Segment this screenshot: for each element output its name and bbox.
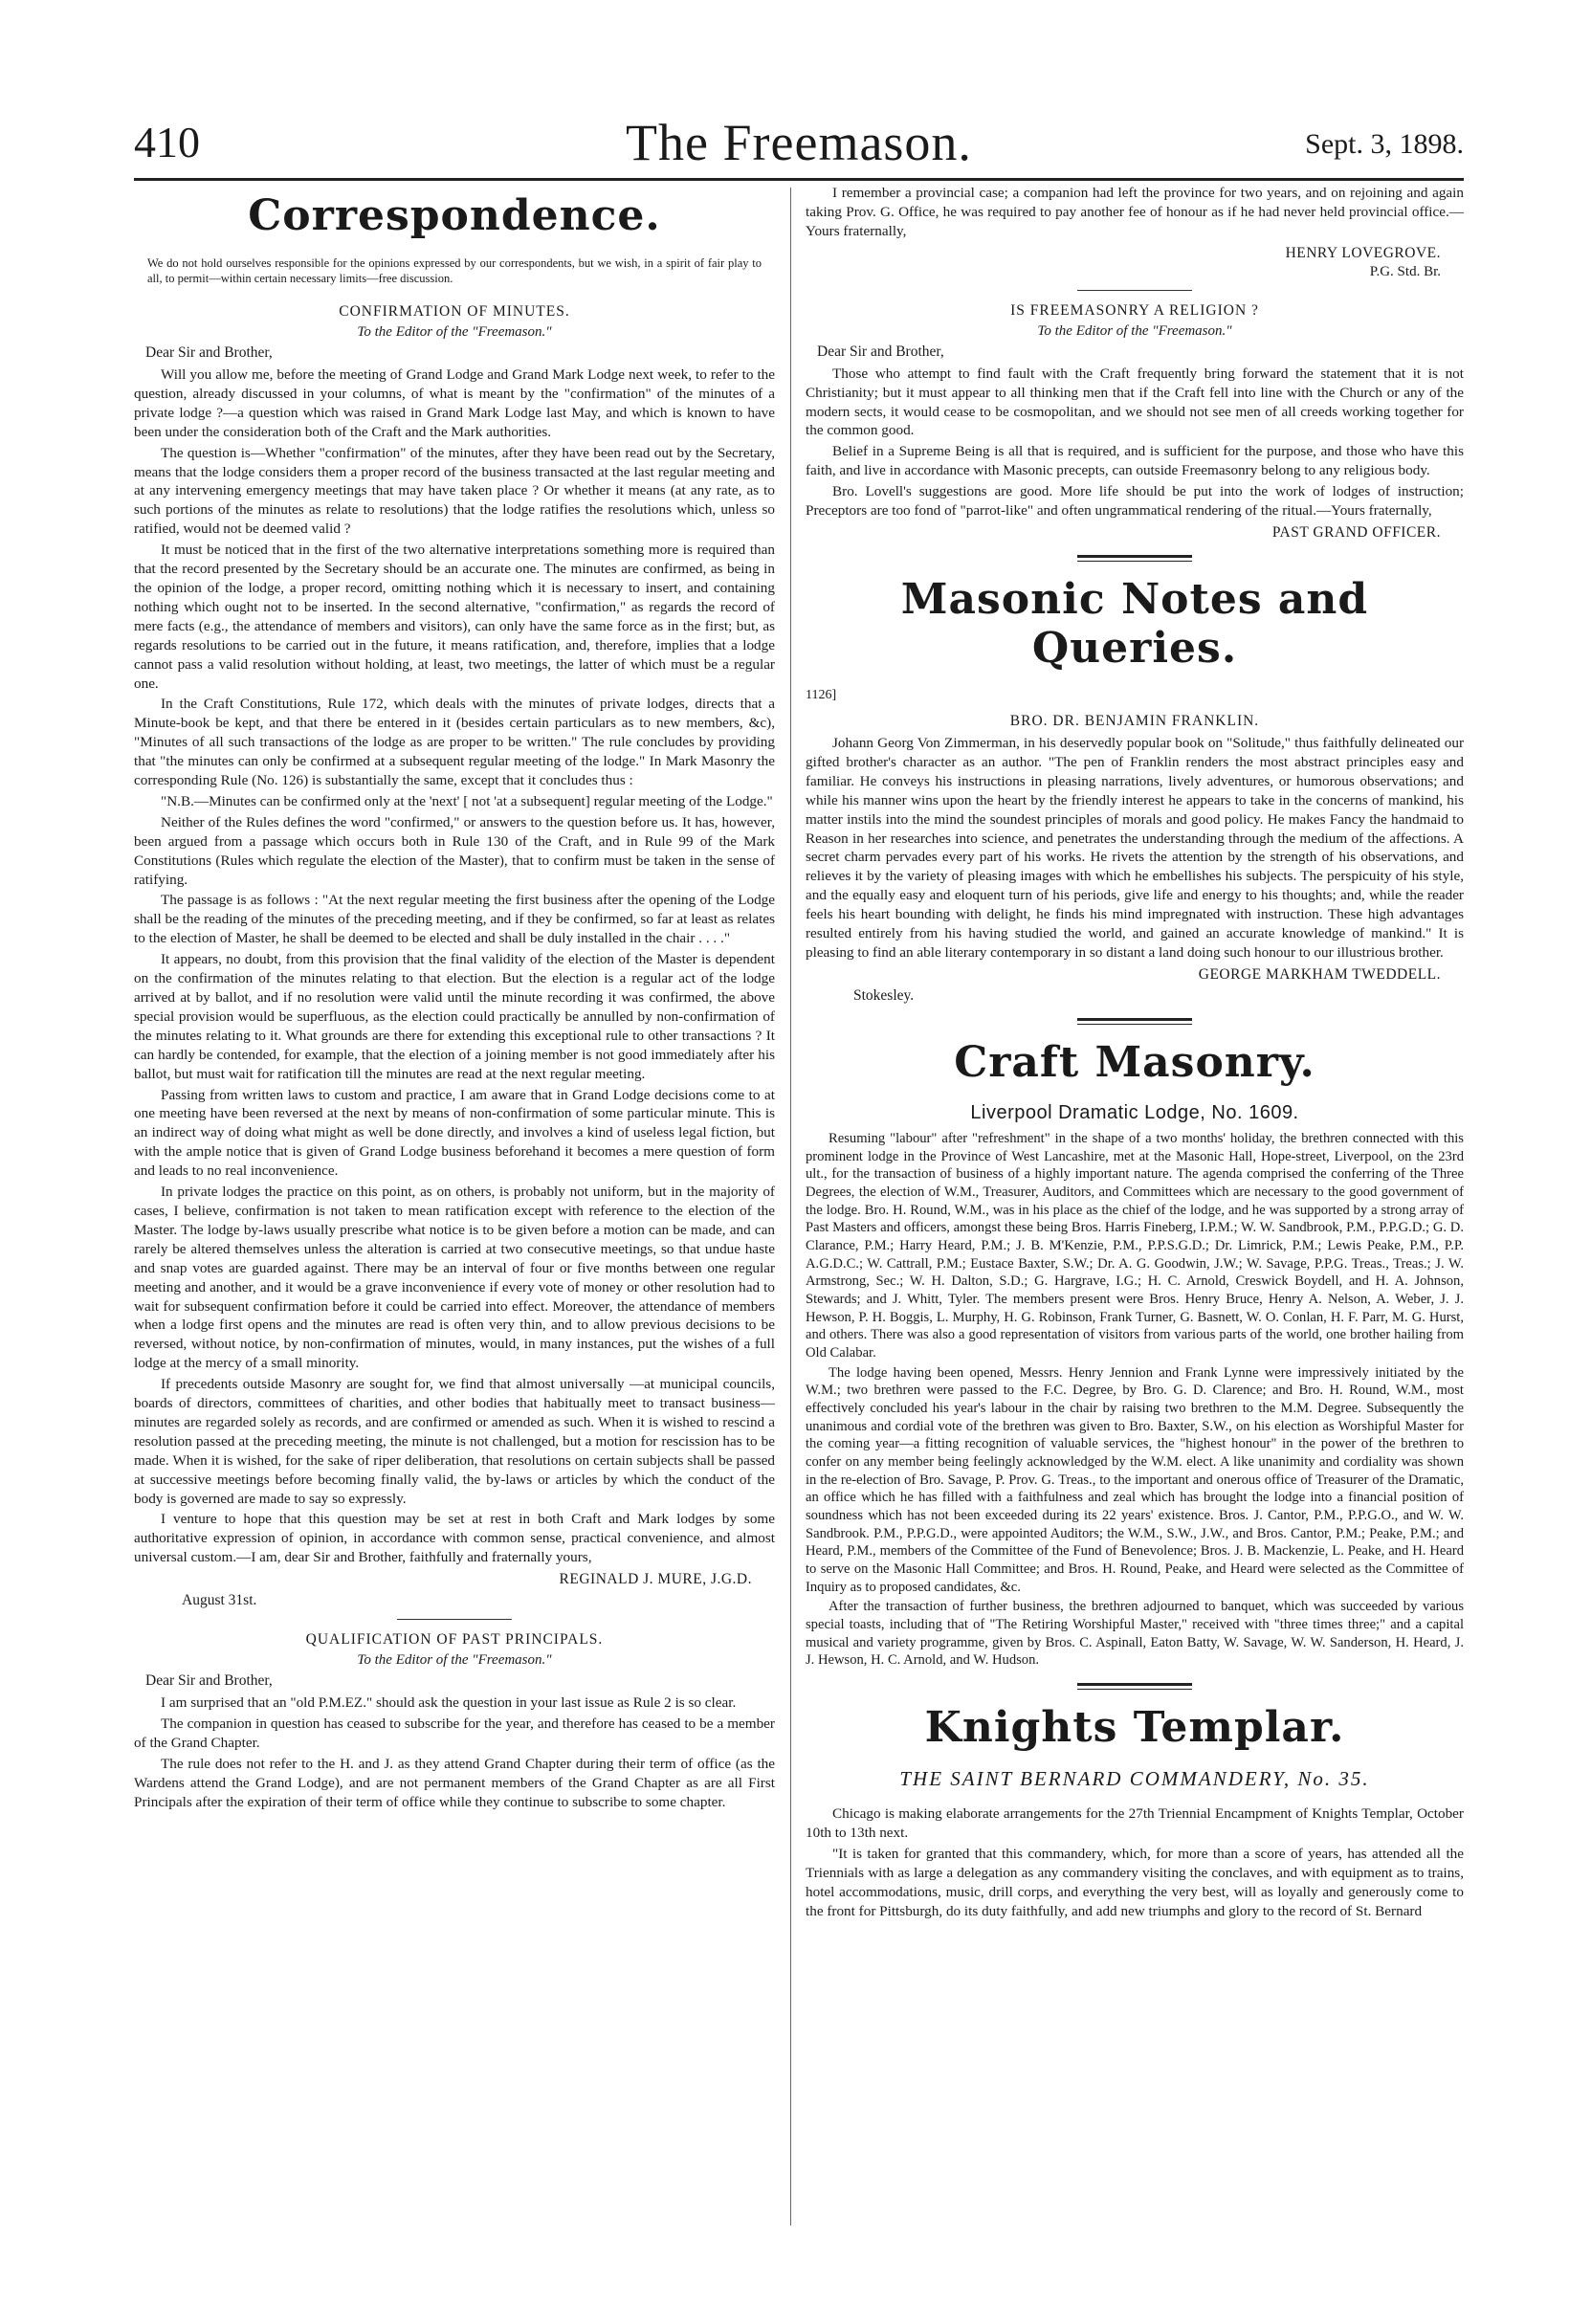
- publication-title: The Freemason.: [626, 114, 972, 171]
- query-number: 1126]: [806, 687, 837, 702]
- lodge-title: Liverpool Dramatic Lodge, No. 1609.: [970, 1101, 1299, 1123]
- paragraph: I venture to hope that this question may be set at rest in both Craft and Mark lodges by some authoritative expression of opinion, in accordance with common sense, practical convenience, and almost universal custom.—I am, dear Sir and Brother, faithfully and fraternally yours,: [134, 1511, 775, 1566]
- paragraph: I am surprised that an "old P.M.EZ." should ask the question in your last issue as Rule 2 is so clear.: [161, 1694, 737, 1712]
- paragraph: Neither of the Rules defines the word "confirmed," or answers to the question before us. It has, however, been argued from a passage which occurs both in Rule 130 of the Craft, and in Rule 99 of the Mark Constitutions (Rules which regulate the election of the Master), that to confirm must be taken in the sense of ratifying.: [134, 813, 775, 888]
- signature: REGINALD J. MURE, J.G.D.: [559, 1571, 752, 1588]
- paragraph: The rule does not refer to the H. and J. as they attend Grand Chapter during their term of office (as the Wardens attend the Grand Lodge), and are not permanent members of the Grand Chapter as are all First Principals after the expiration of their term of office while they continue to subscribe to some chapter.: [134, 1755, 775, 1810]
- signature-title: P.G. Std. Br.: [1369, 263, 1441, 279]
- commandery-title: THE SAINT BERNARD COMMANDERY, No. 35.: [899, 1767, 1370, 1790]
- letter-continuation: [806, 184, 1464, 280]
- paragraph: "It is taken for granted that this commandery, which, for more than a score of years, has attended all the Triennials with as large a delegation as any commandery visiting the conclaves, and with equipment as to trains, hotel accommodations, music, drill corps, and everything the very best, will as loyally and generously come to the front for Pittsburgh, do its duty faithfully, and add new triumphs and glory to the record of St. Bernard: [806, 1845, 1464, 1919]
- signature: GEORGE MARKHAM TWEDDELL.: [1198, 965, 1441, 983]
- masthead-rule: [134, 178, 1464, 181]
- paragraph: Will you allow me, before the meeting of Grand Lodge and Grand Mark Lodge next week, to refer to the question, already discussed in your columns, of what is meant by the "confirmation" of the minutes of a private lodge ?—a question which was raised in Grand Mark Lodge last May, and which is known to have been under the consideration both of the Craft and the Mark authorities.: [134, 366, 775, 440]
- salutation: Dear Sir and Brother,: [145, 1672, 273, 1690]
- article-title: QUALIFICATION OF PAST PRINCIPALS.: [305, 1631, 604, 1649]
- article-title: CONFIRMATION OF MINUTES.: [339, 303, 570, 320]
- paragraph: Bro. Lovell's suggestions are good. More life should be put into the work of lodges of instruction; Preceptors are too fond of "parrot-like" and often ungrammatical rendering of the ritual.—Yours fraternally,: [806, 483, 1464, 520]
- paragraph: Johann Georg Von Zimmerman, in his deservedly popular book on "Solitude," thus faithfully delineated our gifted brother's character as an author. "The pen of Franklin renders the most abstract principles easy and familiar. He conveys his instructions in pleasing narrations, lively adventures, or humorous observations; and while his manner wins upon the heart by the friendly interest he appears to take in the concerns of mankind, his matter instils into the mind the soundest principles of morals and good policy. He makes Fancy the handmaid to Reason in her researches into science, and penetrates the understanding through the medium of the affections. A secret charm pervades every part of his works. He rivets the attention by the strength of his observations, and relieves it by the variety of pleasing images with which he embellishes his subjects. The perspicuity of his style, and the equally easy and eloquent turn of his periods, give life and energy to his thoughts; and, while the reader feels his heart bounding with delight, he finds his mind impregnated with instruction. These high advantages resulted entirely from his having studied the world, and gained an accurate knowledge of mankind." It is pleasing to find an able literary contemporary in so distant a land doing such honour to our illustrious brother.: [806, 734, 1464, 961]
- article-qualification-of-past-principals: [134, 1631, 775, 1811]
- masonic-notes-section: [806, 575, 1464, 1005]
- correspondence-heading: Correspondence.: [248, 191, 661, 240]
- paragraph: In the Craft Constitutions, Rule 172, which deals with the minutes of private lodges, directs that a Minute-book be kept, and that there be entered in it (besides certain particulars as to new members, &c), "Minutes of all such transactions of the lodge as are proper to be written." The rule concludes by providing that "the minutes can only be confirmed at a subsequent regular meeting of the lodge." In Mark Masonry the corresponding Rule (No. 126) is substantially the same, except that it concludes thus :: [134, 696, 775, 789]
- paragraph: The passage is as follows : "At the next regular meeting the first business after the opening of the Lodge shall be the reading of the minutes of the preceding meeting, and if they be confirmed, so far at least as relates to the election of Master, he shall be deemed to be elected and shall be duly installed in the chair . . . .": [134, 892, 775, 947]
- paragraph: If precedents outside Masonry are sought for, we find that almost universally —at municipal councils, boards of directors, committees of charities, and other bodies that habitually meet to transact business—minutes are regarded solely as records, and are confirmed or amended as such. When it is wished to rescind a resolution passed at the preceding meeting, the minute is not challenged, but a motion for rescission has to be made. When it is wished, for the sake of riper deliberation, that resolutions on certain subjects shall be passed at successive meetings before becoming finally valid, the by-laws or articles by which the conduct of the body is governed are made to say so expressly.: [134, 1376, 775, 1507]
- paragraph: I remember a provincial case; a companion had left the province for two years, and on rejoining and again taking Prov. G. Office, he was required to pay another fee of honour as if he had never held provincial office.—Yours fraternally,: [806, 185, 1464, 239]
- paragraph: Resuming "labour" after "refreshment" in the shape of a two months' holiday, the brethren connected with this prominent lodge in the Province of West Lancashire, met at the Masonic Hall, Hope-street, Liverpool, on the 23rd ult., for the transaction of business of a highly important nature. The agenda comprised the conferring of the Three Degrees, the election of W.M., Treasurer, Auditors, and Committees which are necessary to the good government of the lodge. Bro. H. Round, W.M., was in his place as the chief of the lodge, and he was supported by a strong array of Past Masters and officers, amongst these being Bros. Harris Fineberg, I.P.M.; W. W. Sandbrook, P.M., P.P.G.D.; G. D. Clarance, P.M.; Harry Heard, P.M.; J. B. M'Kenzie, P.M., P.P.S.G.D.; Dr. Limrick, P.M.; Lewis Peake, P.M., P.P. A.G.D.C.; W. Cattrall, P.M.; Eustace Baxter, S.W.; Dr. A. G. Goodwin, J.W.; W. Savage, P.P.G. Treas., Treas.; J. W. Armstrong, Sec.; W. H. Dalton, S.D.; G. Hargrave, I.G.; H. C. Arnold, Creswick Boydell, and H. A. Johnson, Stewards; and J. Whitt, Tyler. The members present were Bros. Henry Bruce, Henry A. Nelson, A. Weber, J. J. Hewson, P. H. Boggis, L. Murphy, H. G. Robinson, Frank Turner, G. Basnett, W. O. Conlan, H. F. Parr, M. G. Hurst, and others. There was also a good representation of visitors from various parts of the world, one brother hailing from Old Calabar.: [806, 1130, 1464, 1361]
- paragraph: Passing from written laws to custom and practice, I am aware that in Grand Lodge decisions come to at one meeting have been reversed at the next by means of non-confirmation of some particular minute. This is an indirect way of doing what might as well be done directly, and involves a kind of useless legal fiction, but with the ample notice that is given of Grand Lodge business beforehand it becomes a mere question of form and leads to no real inconvenience.: [134, 1086, 775, 1180]
- craft-masonry-section: [806, 1038, 1464, 1670]
- salutation: Dear Sir and Brother,: [145, 344, 273, 361]
- paragraph: The question is—Whether "confirmation" of the minutes, after they have been read out by the Secretary, means that the lodge considers them a proper record of the business transacted at the last regular meeting and at any intervening emergency meetings that may have taken place ? Or whether it means (at any rate, as to such portions of the minutes as relate to resolutions) that the lodge ratifies the resolutions which, unless so ratified, would not be deemed valid ?: [134, 444, 775, 538]
- paragraph: Those who attempt to find fault with the Craft frequently bring forward the statement that it is not Christianity; but it must appear to all thinking men that if the Craft fell into line with the Church or any of the modern sects, it would cease to be cosmopolitan, and we should not see men of all creeds working together for the common good.: [806, 365, 1464, 439]
- left-column: [134, 184, 775, 1814]
- section-divider: [1077, 555, 1192, 562]
- divider-rule: [1077, 290, 1192, 291]
- article-is-freemasonry-a-religion: [806, 302, 1464, 542]
- letter-date: August 31st.: [182, 1592, 257, 1609]
- section-divider: [1077, 1683, 1192, 1690]
- knights-templar-heading: Knights Templar.: [924, 1703, 1345, 1752]
- paragraph: Chicago is making elaborate arrangements for the 27th Triennial Encampment of Knights Templar, October 10th to 13th next.: [806, 1805, 1464, 1841]
- masthead: [134, 113, 1464, 180]
- paragraph: The companion in question has ceased to subscribe for the year, and therefore has ceased to be a member of the Grand Chapter.: [134, 1715, 775, 1751]
- section-divider: [1077, 1018, 1192, 1025]
- signature: PAST GRAND OFFICER.: [1271, 523, 1441, 541]
- article-addressee: To the Editor of the "Freemason.": [357, 1652, 552, 1669]
- paragraph: Belief in a Supreme Being is all that is required, and is sufficient for the purpose, and those who have this faith, and live in accordance with Masonic precepts, can outside Freemasonry belong to any religious body.: [806, 443, 1464, 479]
- divider-rule: [397, 1619, 512, 1620]
- quoted-rule: "N.B.—Minutes can be confirmed only at the 'next' [ not 'at a subsequent] regular meeting of the Lodge.": [161, 792, 773, 809]
- right-column: [806, 184, 1464, 1922]
- masonic-notes-heading: Masonic Notes and Queries.: [900, 574, 1369, 673]
- article-addressee: To the Editor of the "Freemason.": [1037, 322, 1232, 339]
- article-title: BRO. DR. BENJAMIN FRANKLIN.: [1009, 712, 1260, 729]
- column-divider: [790, 188, 791, 2225]
- craft-masonry-heading: Craft Masonry.: [954, 1037, 1315, 1087]
- paragraph: In private lodges the practice on this point, as on others, is probably not uniform, but in the majority of cases, I believe, confirmation is not taken to mean ratification except with reference to the election of the Master. The lodge by-laws usually prescribe what notice is to be given before a motion can be made, and can rarely be altered themselves unless the alteration is carried at two consecutive meetings, so that undue haste and snap votes are guarded against. There may be an interval of four or five months between one regular meeting and another, and it would be a grave inconvenience if every vote of money or other resolution had to wait for subsequent confirmation before it could be carried into effect. Moreover, the attendance of members when a lodge first opens and the minutes are read is often very thin, and to allow previous decisions to be reversed, without notice, by non-confirmation of minutes, would, in many instances, put the wishes of a full lodge at the mercy of a small minority.: [134, 1184, 775, 1372]
- article-confirmation-of-minutes: [134, 303, 775, 1609]
- article-addressee: To the Editor of the "Freemason.": [357, 324, 552, 340]
- issue-date: Sept. 3, 1898.: [1305, 128, 1464, 160]
- signature: HENRY LOVEGROVE.: [1285, 244, 1441, 261]
- paragraph: The lodge having been opened, Messrs. Henry Jennion and Frank Lynne were impressively initiated by the W.M.; two brethren were passed to the F.C. Degree, by Bro. G. D. Clarence; and Bro. H. Round, W.M., most effectively concluded his year's labour in the chair by raising two brethren to the M.M. Degree. Subsequently the unanimous and cordial vote of the brethren was given to Bro. Baxter, S.W., on his election as Worshipful Master for the coming year—a fitting recognition of valuable services, the "highest honour" in the power of the brethren to confer on any member being feelingly acknowledged by the W.M. elect. A like unanimity and cordiality was shown in the re-election of Bro. Savage, P. Prov. G. Treas., to the important and onerous office of Treasurer of the Dramatic, an office which he has filled with a faithfulness and zeal which has brought the lodge into a financial position of soundness which has not been exceeded during its 22 years' existence. Bros. J. Cantor, P.M., P.P.G.O., and W. W. Sandbrook. P.M., P.P.G.D., were appointed Auditors; the W.M., S.W., J.W., and Bros. Cantor, P.M.; Peake, P.M.; and Heard, P.M., members of the Committee of the Fund of Benevolence; Bros. J. B. Mackenzie, L. Peake, and H. Heard to serve on the Masonic Hall Committee; and Bros. H. Round, Peake, and Heard were selected as the Committee of Inquiry as to proposed candidates, &c.: [806, 1364, 1464, 1595]
- editorial-disclaimer: We do not hold ourselves responsible for the opinions expressed by our correspondents, but we wish, in a spirit of fair play to all, to permit—within certain necessary limits—free discussion.: [147, 256, 762, 285]
- article-title: IS FREEMASONRY A RELIGION ?: [1010, 301, 1259, 319]
- salutation: Dear Sir and Brother,: [817, 343, 944, 360]
- paragraph: It appears, no doubt, from this provision that the final validity of the election of the Master is dependent on the confirmation of the minutes relating to that election. But the election is a regular act of the lodge arrived at by ballot, and if no resolution were valid until the minute recording it was confirmed, the above special provision would be superfluous, as the election could practically be annulled by non-confirmation of the minutes relating to it. What grounds are there for extending this exceptional rule to other transactions ? It can hardly be contended, for example, that the election of a joining member is not good immediately after his ballot, but must wait for ratification till the minutes are read at the next regular meeting.: [134, 951, 775, 1082]
- paragraph: It must be noticed that in the first of the two alternative interpretations something more is required than that the record presented by the Secretary should be an accurate one. The minutes are confirmed, as being in the opinion of the lodge, a proper record, omitting nothing which it is necessary to insert, and containing nothing which ought not to be inserted. In the second alternative, "confirmation," as regards the record of mere facts (e.g., the attendance of members and visitors), can only have the same force as in the first; but, as regards resolutions to be carried out in the future, it means ratification, and, therefore, implies that a lodge cannot pass a valid resolution without holding, at least, two meetings, the latter of which must be a regular one.: [134, 542, 775, 692]
- page-number: 410: [134, 118, 200, 166]
- paragraph: After the transaction of further business, the brethren adjourned to banquet, which was succeeded by various special toasts, including that of "The Retiring Worshipful Master," received with "three times three;" and a capital musical and variety programme, given by Bros. C. Aspinall, Eaton Batty, W. Savage, W. W. Sanderson, H. Heard, J. J. Hewson, H. C. Arnold, and W. Hudson.: [806, 1599, 1464, 1669]
- place-line: Stokesley.: [853, 986, 915, 1004]
- knights-templar-section: [806, 1703, 1464, 1920]
